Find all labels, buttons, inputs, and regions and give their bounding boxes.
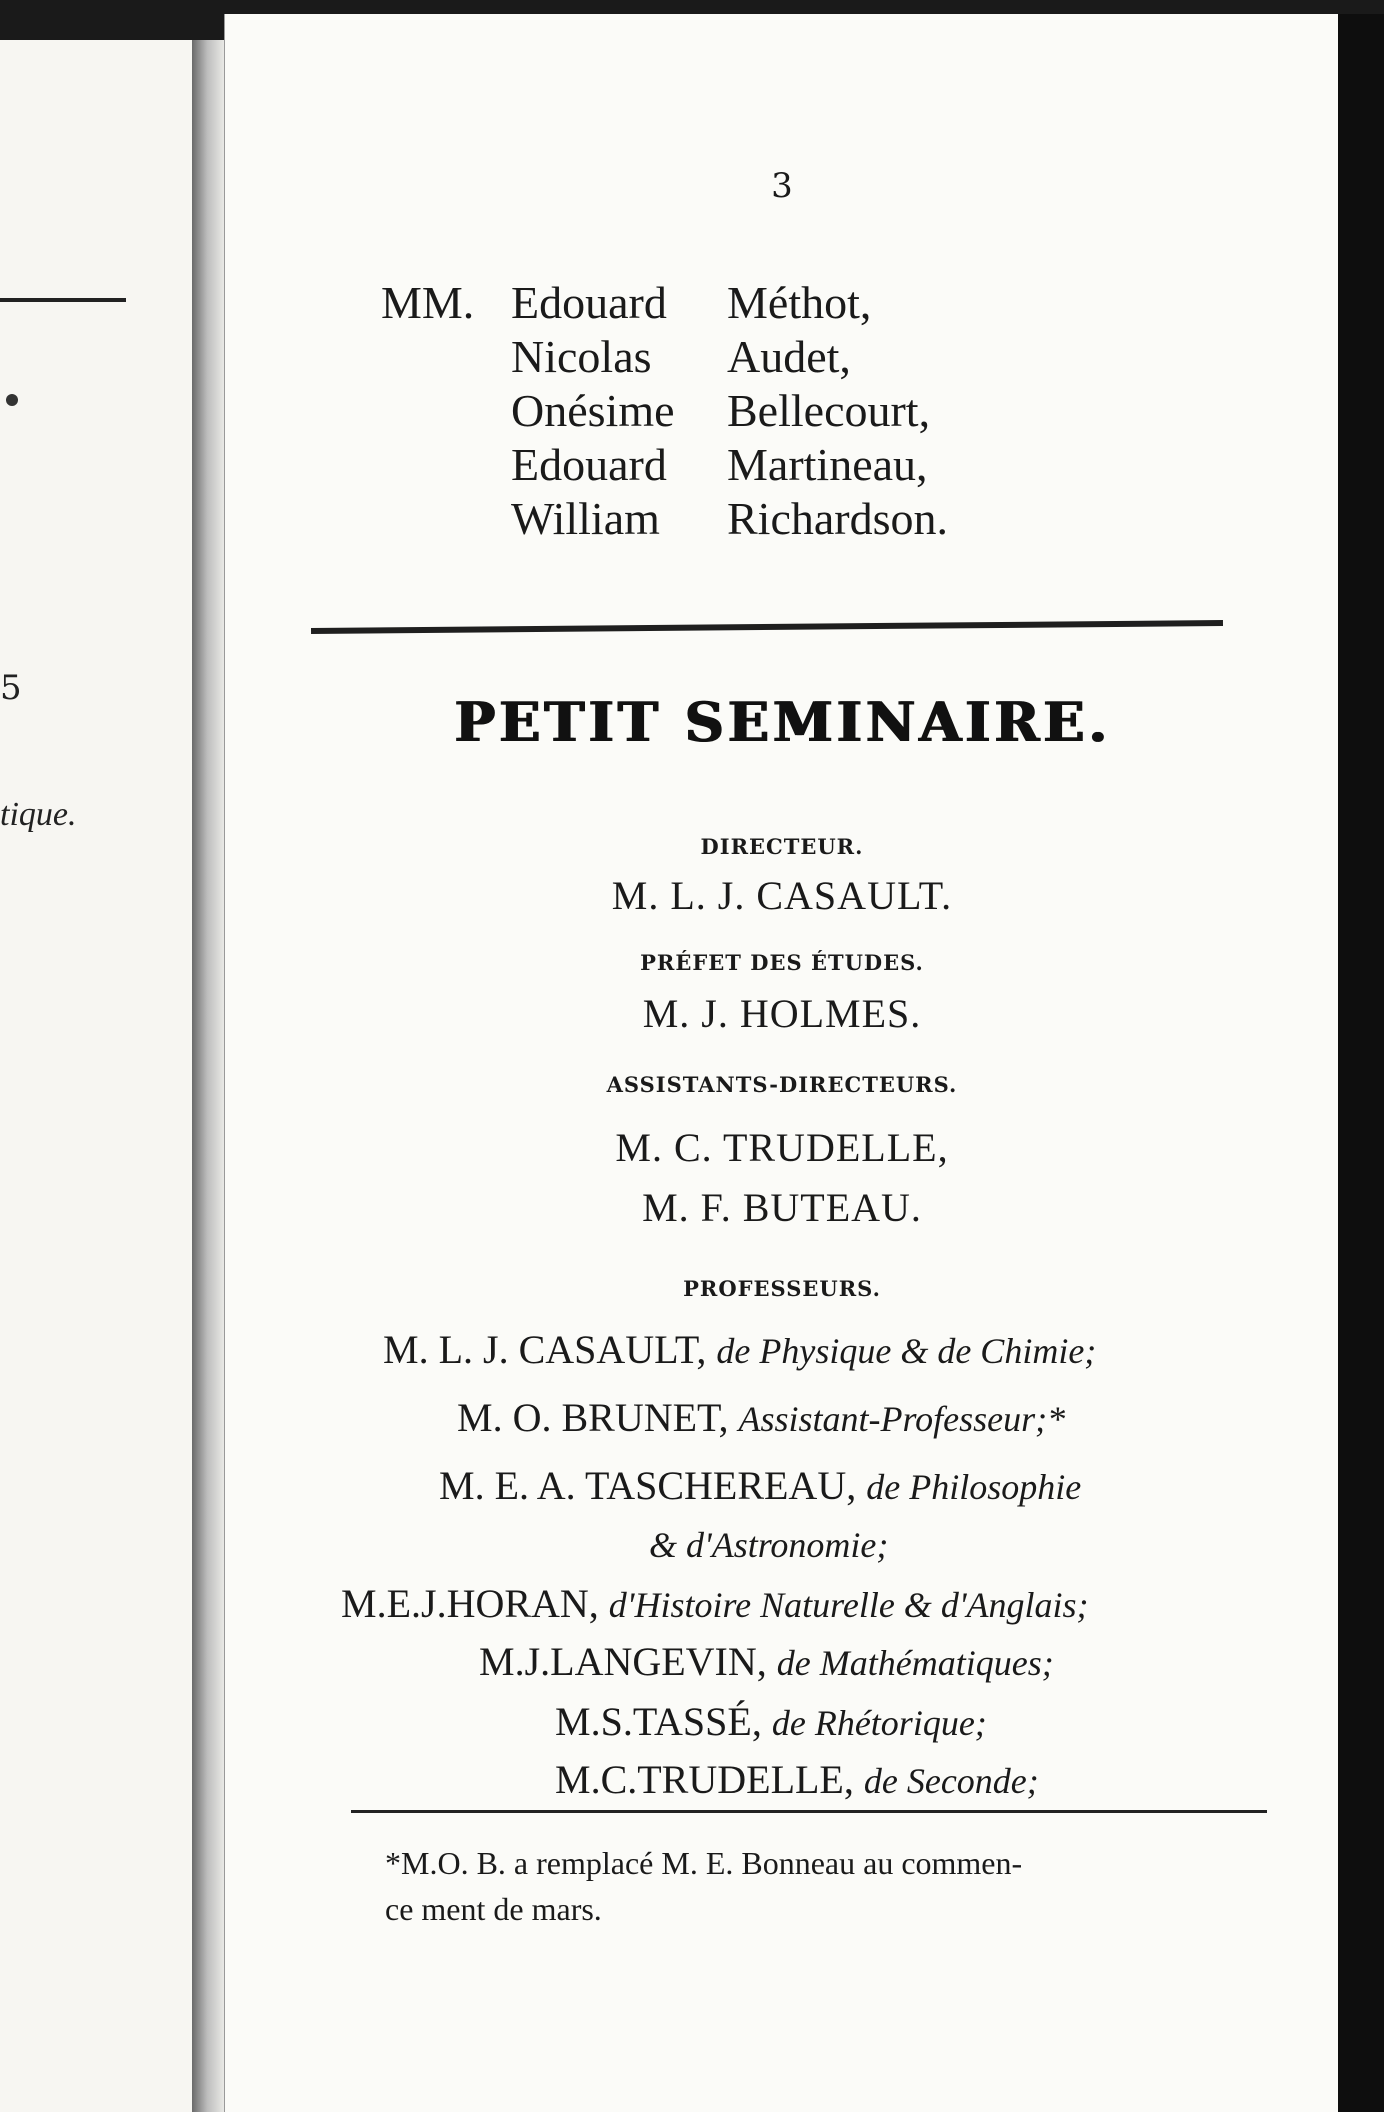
professor-subject: de Seconde; xyxy=(863,1761,1039,1801)
assistant-name: M. C. TRUDELLE, xyxy=(615,1125,949,1170)
professor-line xyxy=(555,1756,1039,1803)
prefet-name: M. J. HOLMES. xyxy=(642,991,922,1036)
members-prefix: MM. xyxy=(381,277,475,328)
right-page xyxy=(224,14,1339,2112)
left-page xyxy=(0,40,196,2112)
assistant-name: M. F. BUTEAU. xyxy=(642,1185,922,1230)
footnote-rule xyxy=(351,1810,1267,1813)
left-page-fragment-italic: tique. xyxy=(0,796,77,833)
page-edge-shadow xyxy=(1338,14,1384,2112)
professor-subject: de Mathématiques; xyxy=(776,1643,1054,1683)
member-row xyxy=(511,276,871,330)
professor-line xyxy=(439,1462,1081,1509)
book-gutter xyxy=(192,40,226,2112)
professor-line xyxy=(479,1638,1054,1685)
left-page-rule xyxy=(0,298,126,302)
professor-subject: d'Histoire Naturelle & d'Anglais; xyxy=(608,1585,1089,1625)
professor-name: M.J.LANGEVIN, xyxy=(479,1639,767,1684)
professor-subject: Assistant-Professeur;* xyxy=(738,1399,1066,1439)
member-last-name: Bellecourt, xyxy=(727,385,931,436)
left-page-mark xyxy=(6,394,18,406)
member-first-name: Edouard xyxy=(511,439,667,490)
professor-name: M. E. A. TASCHEREAU, xyxy=(439,1463,857,1508)
member-first-name: Edouard xyxy=(511,277,667,328)
member-last-name: Martineau, xyxy=(727,439,928,490)
prefet-label: PRÉFET DES ÉTUDES. xyxy=(640,950,924,975)
member-row xyxy=(511,384,930,438)
professor-line xyxy=(555,1698,987,1745)
member-row xyxy=(511,492,948,546)
member-last-name: Méthot, xyxy=(727,277,872,328)
professeurs-label: PROFESSEURS. xyxy=(683,1276,881,1301)
member-last-name: Audet, xyxy=(727,331,851,382)
footnote-line-2: ce ment de mars. xyxy=(385,1891,602,1927)
page-number: 3 xyxy=(771,166,793,206)
left-page-fragment-char: 5 xyxy=(0,668,22,708)
assistants-label: ASSISTANTS-DIRECTEURS. xyxy=(606,1072,958,1097)
member-first-name: Nicolas xyxy=(511,331,652,382)
professor-subject: & d'Astronomie; xyxy=(649,1525,889,1565)
professor-name: M.C.TRUDELLE, xyxy=(555,1757,854,1802)
section-title: PETIT SEMINAIRE. xyxy=(453,690,1111,754)
directeur-label: DIRECTEUR. xyxy=(700,834,864,859)
member-row xyxy=(511,438,928,492)
professor-line xyxy=(341,1580,1089,1627)
professor-line xyxy=(383,1326,1096,1373)
professor-line xyxy=(649,1520,888,1567)
member-row xyxy=(511,330,851,384)
footnote-line-1: *M.O. B. a remplacé M. E. Bonneau au commen- xyxy=(385,1845,1023,1881)
section-divider xyxy=(311,620,1223,634)
member-first-name: Onésime xyxy=(511,385,675,436)
professor-name: M.S.TASSÉ, xyxy=(555,1699,762,1744)
professor-name: M. O. BRUNET, xyxy=(457,1395,729,1440)
footnote xyxy=(385,1840,1305,1932)
member-last-name: Richardson. xyxy=(727,493,949,544)
professor-subject: de Rhétorique; xyxy=(771,1703,987,1743)
professor-subject: de Philosophie xyxy=(866,1467,1082,1507)
professor-name: M. L. J. CASAULT, xyxy=(383,1327,707,1372)
member-first-name: William xyxy=(511,493,660,544)
professor-name: M.E.J.HORAN, xyxy=(341,1581,599,1626)
directeur-name: M. L. J. CASAULT. xyxy=(611,873,953,918)
professor-subject: de Physique & de Chimie; xyxy=(716,1331,1097,1371)
professor-line xyxy=(457,1394,1065,1441)
